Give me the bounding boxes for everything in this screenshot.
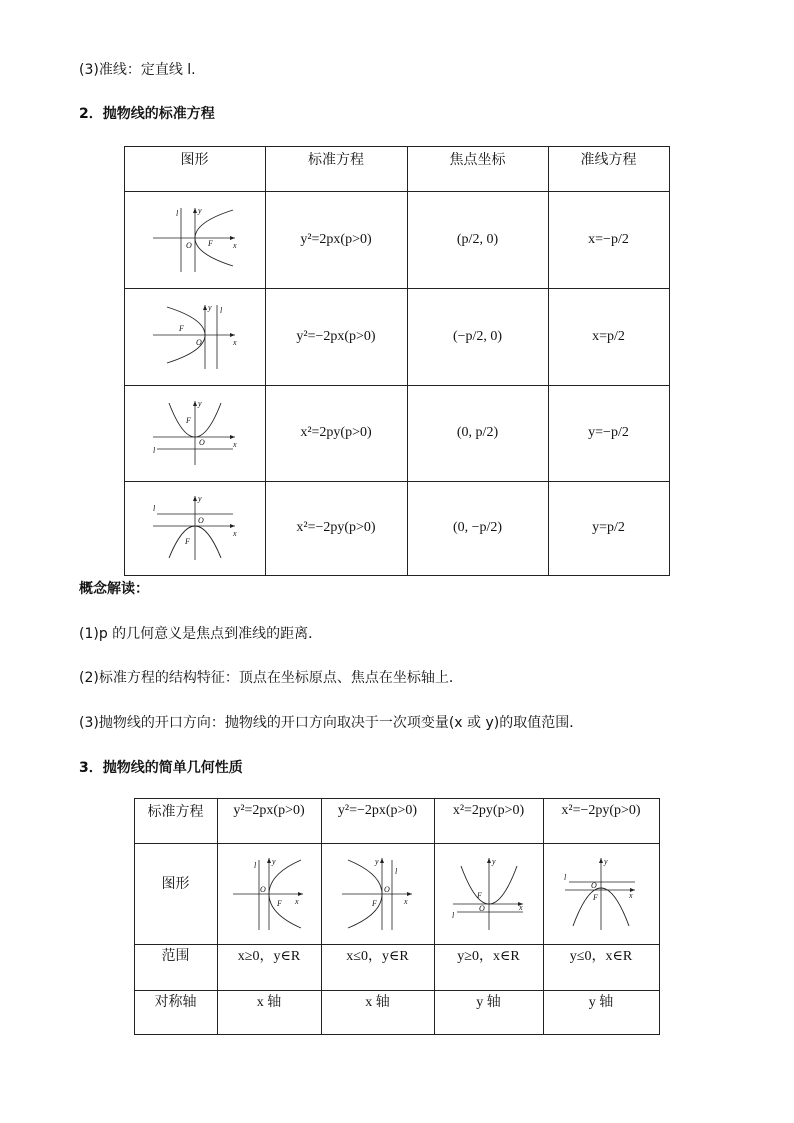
svg-text:x: x: [403, 896, 408, 906]
prop-graph-right: [217, 843, 321, 944]
notes-title: 概念解读：: [79, 581, 149, 597]
label-equation: 标准方程: [147, 803, 204, 820]
directrix-row-4: y=p/2: [592, 520, 625, 535]
svg-text:l: l: [152, 446, 155, 455]
svg-text:O: O: [198, 438, 205, 447]
svg-text:F: F: [277, 898, 282, 908]
prop-graph-down: [543, 843, 659, 944]
svg-text:F: F: [184, 537, 190, 546]
focus-row-1: (p/2, 0): [456, 231, 499, 247]
svg-text:O: O: [260, 884, 266, 894]
svg-text:y: y: [374, 856, 379, 866]
eq-col-3: x²=2py(p>0): [452, 802, 525, 818]
svg-text:l: l: [394, 866, 397, 876]
range-col-2: x≤0，y∈R: [346, 949, 409, 964]
axis-col-3: y 轴: [476, 995, 501, 1010]
svg-text:O: O: [478, 903, 485, 913]
svg-text:y: y: [207, 302, 212, 312]
graph-up-opening: [124, 385, 265, 481]
svg-text:O: O: [591, 880, 597, 890]
svg-text:x: x: [629, 890, 633, 900]
svg-text:y: y: [272, 856, 276, 866]
note-1: (1)p 的几何意义是焦点到准线的距离．: [79, 626, 323, 642]
standard-equation-table: [124, 146, 670, 576]
focus-row-4: (0, −p/2): [452, 520, 503, 535]
header-graph: 图形: [180, 152, 209, 168]
note-2: (2)标准方程的结构特征：顶点在坐标原点、焦点在坐标轴上．: [79, 670, 463, 686]
svg-text:F: F: [178, 323, 184, 333]
eq-col-1: y²=2px(p>0): [233, 802, 305, 818]
range-col-4: y≤0，x∈R: [569, 949, 633, 964]
header-directrix: 准线方程: [580, 152, 637, 168]
equation-row-1: y²=2px(p>0): [300, 231, 372, 247]
svg-text:y: y: [197, 399, 202, 408]
prop-graph-left: [321, 843, 434, 944]
svg-text:O: O: [383, 884, 390, 894]
equation-row-4: x²=−2py(p>0): [296, 520, 376, 535]
label-axis: 对称轴: [154, 994, 197, 1010]
directrix-row-1: x=−p/2: [588, 231, 629, 247]
svg-text:l: l: [451, 910, 454, 920]
focus-row-2: (−p/2, 0): [452, 328, 503, 344]
svg-text:l: l: [564, 872, 567, 882]
label-graph: 图形: [161, 876, 190, 892]
directrix-row-3: y=−p/2: [588, 425, 629, 440]
graph-down-opening: [124, 481, 265, 575]
svg-text:O: O: [185, 240, 192, 250]
svg-text:x: x: [232, 240, 237, 250]
svg-text:F: F: [476, 890, 482, 900]
graph-right-opening: [124, 191, 265, 288]
graph-left-opening: [124, 288, 265, 385]
header-focus: 焦点坐标: [449, 152, 506, 168]
svg-text:l: l: [152, 504, 155, 513]
range-col-3: y≥0，x∈R: [457, 949, 520, 964]
svg-text:x: x: [295, 896, 299, 906]
label-range: 范围: [161, 948, 190, 964]
svg-text:l: l: [254, 860, 257, 870]
svg-text:F: F: [593, 892, 598, 902]
header-equation: 标准方程: [308, 152, 364, 168]
svg-text:F: F: [371, 898, 377, 908]
svg-text:F: F: [185, 416, 191, 425]
svg-text:l: l: [175, 208, 178, 218]
svg-text:F: F: [207, 238, 213, 248]
eq-col-4: x²=−2py(p>0): [561, 802, 641, 818]
axis-col-2: x 轴: [365, 995, 390, 1010]
svg-text:y: y: [197, 205, 202, 215]
prop-graph-up: [434, 843, 543, 944]
note-3: (3)抛物线的开口方向：抛物线的开口方向取决于一次项变量(x 或 y)的取值范围．: [79, 715, 584, 731]
axis-col-4: y 轴: [588, 995, 614, 1010]
eq-col-2: y²=−2px(p>0): [337, 802, 418, 818]
svg-text:x: x: [232, 440, 237, 449]
svg-text:x: x: [232, 529, 237, 538]
svg-text:l: l: [219, 305, 222, 315]
equation-row-3: x²=2py(p>0): [300, 425, 372, 440]
svg-text:x: x: [232, 337, 237, 347]
svg-text:y: y: [491, 856, 496, 866]
focus-row-3: (0, p/2): [456, 425, 499, 440]
directrix-row-2: x=p/2: [592, 328, 625, 344]
geometric-properties-table: [134, 798, 660, 1035]
equation-row-2: y²=−2px(p>0): [296, 328, 376, 344]
svg-text:y: y: [197, 494, 202, 503]
range-col-1: x≥0，y∈R: [237, 949, 301, 964]
svg-text:O: O: [195, 337, 202, 347]
section-3-title: 3．抛物线的简单几何性质: [79, 760, 243, 776]
svg-text:x: x: [518, 902, 523, 912]
section-2-title: 2．抛物线的标准方程: [79, 106, 215, 122]
svg-text:O: O: [197, 516, 204, 525]
axis-col-1: x 轴: [256, 995, 282, 1010]
svg-text:y: y: [604, 856, 608, 866]
directrix-definition: (3)准线：定直线 l.: [79, 62, 196, 78]
